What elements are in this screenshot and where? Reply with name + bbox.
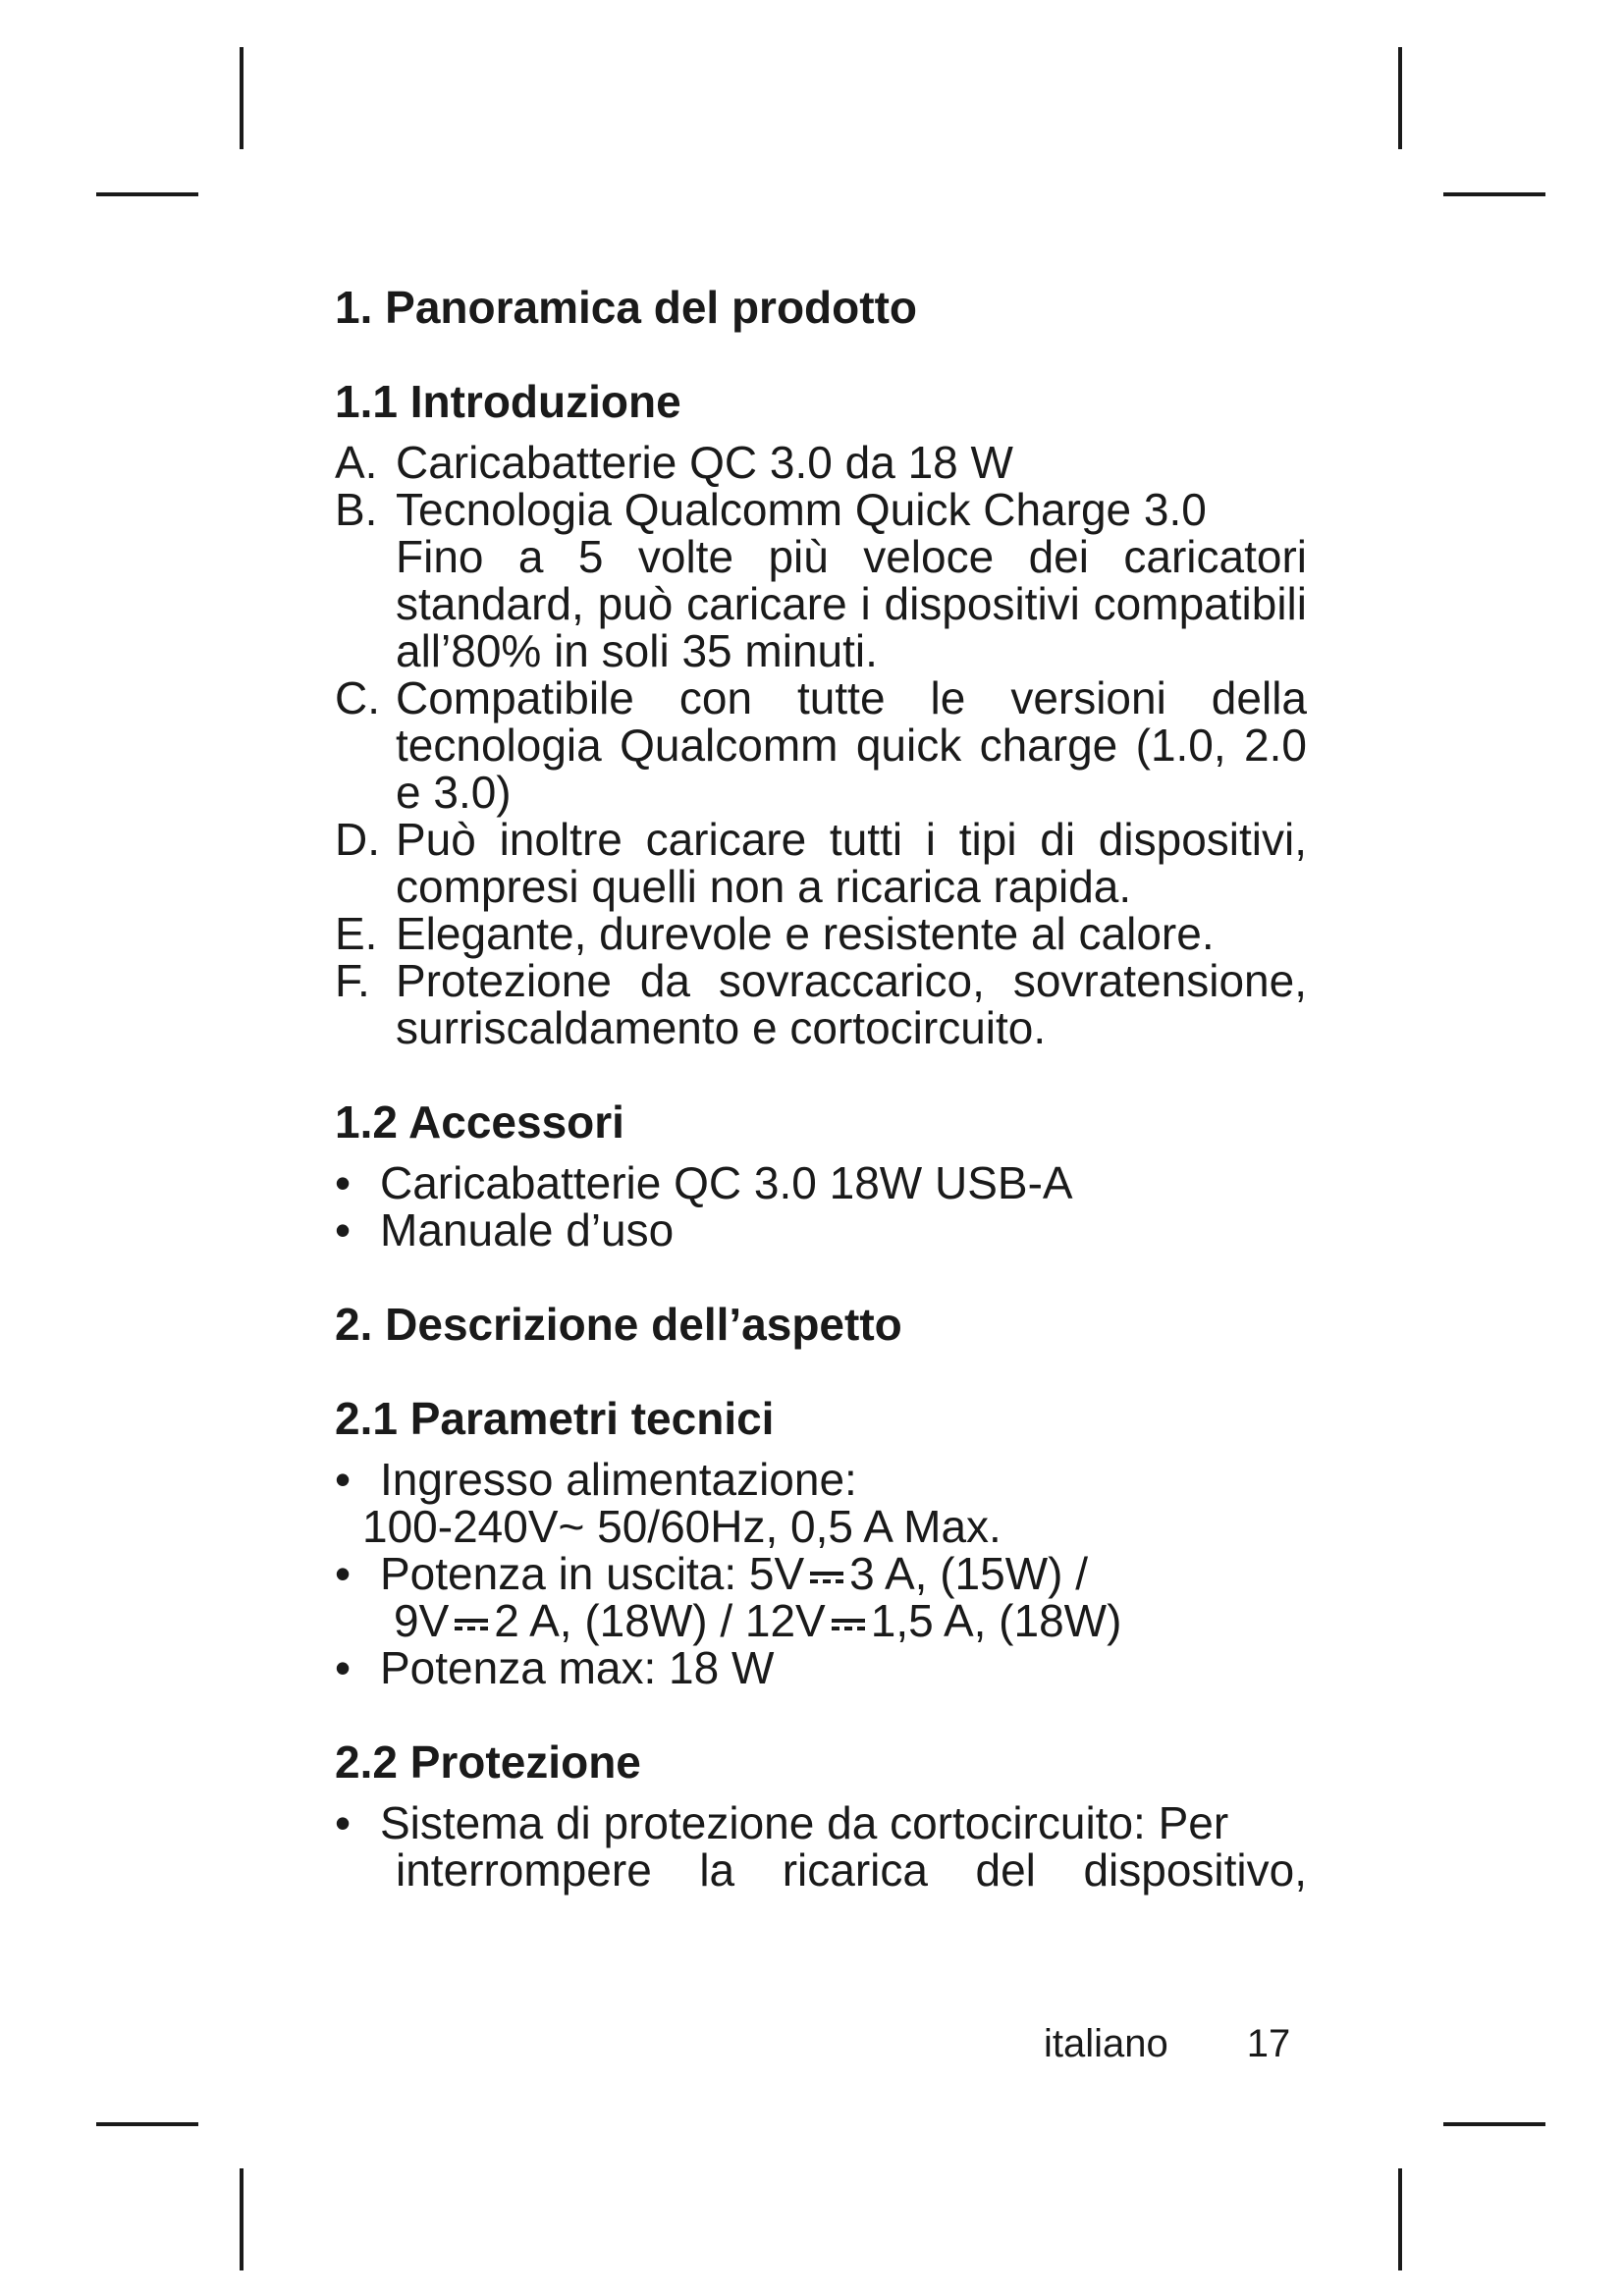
intro-text-b-title: Tecnologia Qualcomm Quick Charge 3.0 — [396, 484, 1207, 535]
protection-list — [335, 1799, 1307, 1894]
dc-symbol-icon — [810, 1570, 843, 1585]
output-text-9v: 9V — [394, 1595, 450, 1646]
accessory-text: Caricabatterie QC 3.0 18W USB-A — [380, 1157, 1073, 1208]
intro-item-e — [335, 910, 1307, 957]
intro-text-d: Può inoltre caricare tutti i tipi di dispositivi, compresi quelli non a ricarica rapida. — [396, 814, 1307, 912]
intro-text-c: Compatibile con tutte le versioni della tecnologia Qualcomm quick charge (1.0, 2.0 e 3.0) — [396, 672, 1307, 818]
tech-item-output — [335, 1550, 1307, 1597]
intro-marker-f: F. — [335, 955, 370, 1006]
bullet-mark: • — [335, 1454, 352, 1505]
crop-mark-top-left-vertical — [240, 47, 244, 149]
protection-text-line2: interrompere la ricarica del dispositivo, — [396, 1844, 1307, 1896]
page-number: 17 — [1246, 2022, 1291, 2065]
dc-symbol-icon — [832, 1617, 865, 1632]
heading-product-overview: 1. Panoramica del prodotto — [335, 282, 917, 333]
tech-item-max-power — [335, 1644, 1307, 1691]
bullet-mark: • — [335, 1204, 352, 1255]
intro-marker-a: A. — [335, 437, 378, 488]
dc-symbol-icon — [455, 1617, 488, 1632]
intro-list — [335, 439, 1307, 1051]
output-text-3a: 3 A, (15W) / — [849, 1548, 1089, 1599]
heading-appearance: 2. Descrizione dell’aspetto — [335, 1299, 902, 1350]
output-text-2a: 2 A, (18W) / 12V — [494, 1595, 826, 1646]
accessories-list — [335, 1159, 1307, 1254]
accessory-text: Manuale d’uso — [380, 1204, 675, 1255]
intro-marker-c: C. — [335, 672, 380, 723]
intro-text-b-detail: Fino a 5 volte più veloce dei caricatori standard, può caricare i dispositivi compatibili all’80% in soli 35 minuti. — [396, 531, 1307, 676]
crop-mark-top-right-horizontal — [1443, 192, 1545, 196]
intro-item-d — [335, 816, 1307, 910]
heading-introduction: 1.1 Introduzione — [335, 376, 681, 427]
crop-mark-bottom-left-horizontal — [96, 2122, 198, 2126]
bullet-mark: • — [335, 1642, 352, 1693]
heading-accessories: 1.2 Accessori — [335, 1096, 624, 1148]
max-power-text: Potenza max: 18 W — [380, 1642, 775, 1693]
tech-item-input — [335, 1456, 1307, 1503]
intro-item-f — [335, 957, 1307, 1051]
intro-text-e: Elegante, durevole e resistente al calore. — [396, 908, 1215, 959]
intro-marker-e: E. — [335, 908, 378, 959]
accessory-item — [335, 1159, 1307, 1206]
crop-mark-bottom-right-vertical — [1398, 2168, 1402, 2270]
intro-item-b — [335, 486, 1307, 674]
bullet-mark: • — [335, 1548, 352, 1599]
crop-mark-bottom-right-horizontal — [1443, 2122, 1545, 2126]
output-text-1-5a: 1,5 A, (18W) — [870, 1595, 1122, 1646]
page-footer — [1044, 2020, 1290, 2067]
bullet-mark: • — [335, 1157, 352, 1208]
crop-mark-top-left-horizontal — [96, 192, 198, 196]
protection-item — [335, 1799, 1307, 1846]
crop-mark-top-right-vertical — [1398, 47, 1402, 149]
intro-marker-b: B. — [335, 484, 378, 535]
protection-text-line1: Sistema di protezione da cortocircuito: Per — [380, 1797, 1229, 1848]
crop-mark-bottom-left-vertical — [240, 2168, 244, 2270]
bullet-mark: • — [335, 1797, 352, 1848]
input-value: 100-240V~ 50/60Hz, 0,5 A Max. — [362, 1501, 1001, 1552]
heading-protection: 2.2 Protezione — [335, 1736, 641, 1788]
input-label: Ingresso alimentazione: — [380, 1454, 857, 1505]
footer-language: italiano — [1044, 2022, 1168, 2065]
tech-list — [335, 1456, 1307, 1691]
intro-item-c — [335, 674, 1307, 816]
output-continuation — [335, 1597, 1307, 1644]
accessory-item — [335, 1206, 1307, 1254]
heading-technical-parameters: 2.1 Parametri tecnici — [335, 1393, 775, 1444]
intro-text-f: Protezione da sovraccarico, sovratensione, surriscaldamento e cortocircuito. — [396, 955, 1307, 1053]
intro-marker-d: D. — [335, 814, 380, 865]
manual-page-content — [335, 280, 1307, 1894]
intro-item-a — [335, 439, 1307, 486]
output-text-5v: Potenza in uscita: 5V — [380, 1548, 805, 1599]
intro-text-a: Caricabatterie QC 3.0 da 18 W — [396, 437, 1013, 488]
